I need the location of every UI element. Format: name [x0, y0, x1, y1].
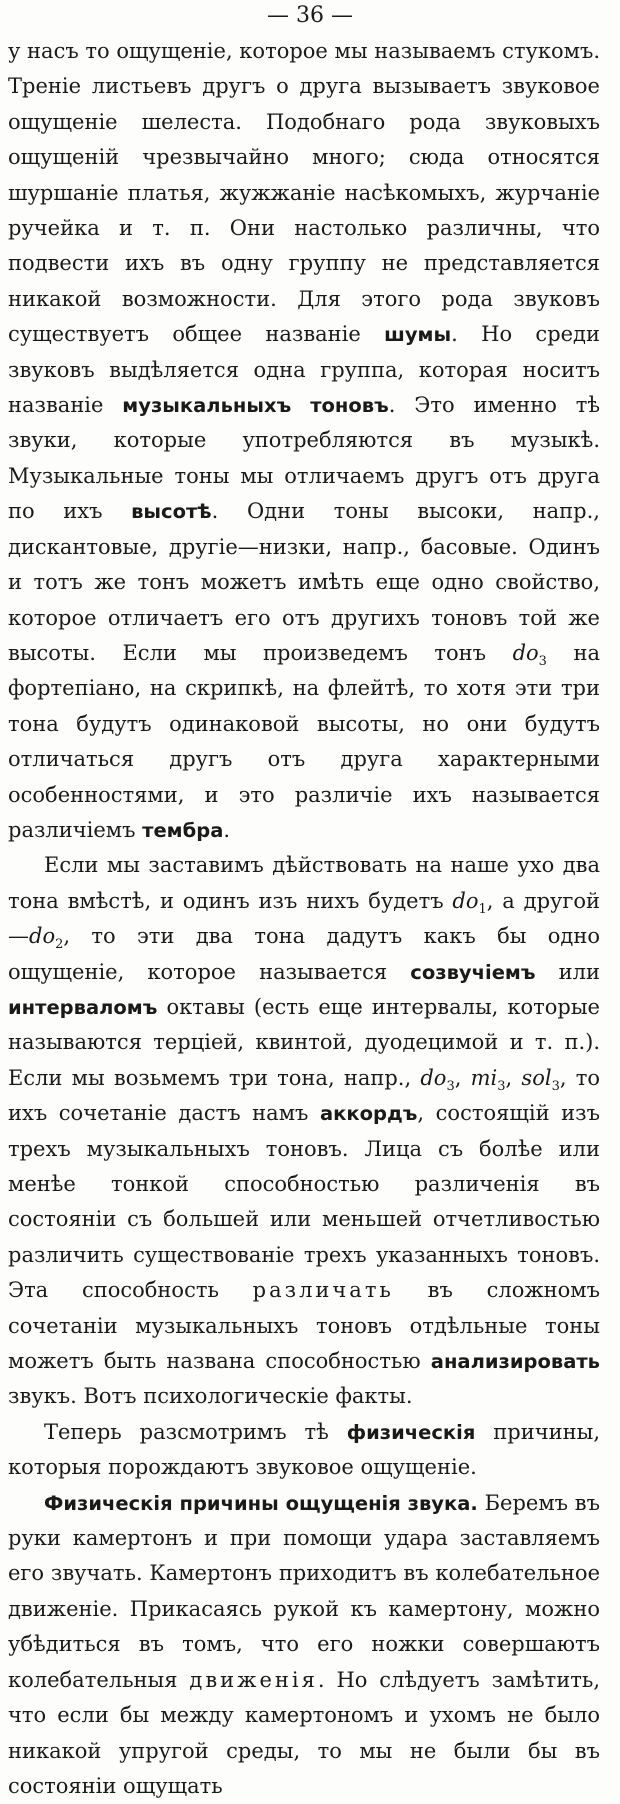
bold-term-musical-tones: музыкальныхъ тоновъ — [122, 394, 389, 418]
text-run: Беремъ въ руки камертонъ и при помощи удара заставляемъ его звучать. Камертонъ приходитъ въ колебательное движеніе. Прикасаясь рукой къ камертону, можно убѣдиться въ томъ, что его ножки совершаютъ колебательныя — [8, 1490, 600, 1692]
bold-term-interval: интерваломъ — [8, 995, 158, 1019]
text-run: . Но среди звуковъ выдѣляется одна группа, которая носитъ названіе — [8, 322, 600, 418]
text-run: . — [223, 817, 231, 842]
note-subscript: 3 — [551, 1078, 560, 1094]
bold-term-timbre: тембра — [142, 818, 224, 842]
text-run: Если мы заставимъ дѣйствовать на наше ухо два тона вмѣстѣ, и одинъ изъ нихъ будетъ — [8, 853, 600, 913]
note-subscript: 3 — [446, 1078, 455, 1094]
paragraph-tuning-fork — [0, 1486, 620, 1804]
text-run: , а другой— — [8, 888, 601, 949]
text-run: Теперь разсмотримъ тѣ — [44, 1419, 347, 1444]
bold-term-noise: шумы — [384, 323, 452, 347]
text-run: въ сложномъ сочетаніи музыкальныхъ тоновъ отдѣльные тоны можетъ быть названа способностью — [8, 1278, 600, 1374]
note-name: mi — [470, 1065, 498, 1090]
text-run: , то эти два тона дадутъ какъ бы одно ощущеніе, которое называется — [8, 924, 600, 984]
note-subscript: 3 — [538, 654, 547, 670]
paragraph-intervals — [0, 848, 620, 1415]
text-run: . Но слѣдуетъ замѣтить, что если бы между камертономъ и ухомъ не было никакой упругой среды, то мы не были бы въ состояніи ощущать — [8, 1667, 600, 1798]
text-run: у насъ то ощущеніе, которое мы называемъ стукомъ. Треніе листьевъ другъ о друга вызываетъ звуковое ощущеніе шелеста. Подобнаго рода звуковыхъ ощущеній чрезвычайно много; сюда относятся шуршаніе платья, жужжаніе насѣкомыхъ, журчаніе ручейка и т. п. Они настолько различны, что подвести ихъ въ одну группу не представляется никакой возможности. Для этого рода звуковъ существуетъ общее названіе — [8, 39, 600, 347]
note-name: do — [452, 888, 479, 913]
bold-term-analyze: анализировать — [430, 1350, 600, 1374]
text-run: на фортепіано, на скрипкѣ, на флейтѣ, то хотя эти три тона будутъ одинаковой высоты, но они будутъ отличаться другъ отъ друга характерными особенностями, и это различіе ихъ называется различіемъ — [8, 640, 600, 842]
text-run: или — [535, 959, 600, 984]
note-name: do — [512, 640, 539, 665]
text-run: звукъ. Вотъ психологическіе факты. — [8, 1384, 413, 1409]
bold-term-physical: физическія — [346, 1420, 476, 1444]
paragraph-noise-and-tones — [0, 34, 620, 848]
section-heading-physical-causes: Физическія причины ощущенія звука. — [44, 1491, 478, 1515]
text-run: октавы (есть еще интервалы, которые называются терціей, квинтой, дуодецимой и т. п.). Если мы возьмемъ три тона, напр., — [8, 994, 600, 1090]
text-run: причины, которыя порождаютъ звуковое ощущеніе. — [8, 1419, 600, 1480]
page-number: — 36 — — [267, 3, 353, 28]
note-subscript: 2 — [55, 937, 64, 953]
note-name: do — [29, 924, 56, 949]
note-subscript: 3 — [497, 1078, 506, 1094]
bold-term-chord: аккордъ — [320, 1102, 418, 1126]
spaced-term-distinguish: различать — [252, 1278, 394, 1303]
text-run: , — [454, 1065, 471, 1090]
paragraph-physical-causes-intro — [0, 1415, 620, 1486]
note-subscript: 1 — [478, 901, 487, 917]
text-run: , то ихъ сочетаніе дастъ намъ — [8, 1065, 600, 1126]
bold-term-consonance: созвучіемъ — [410, 960, 536, 984]
text-run: , — [505, 1065, 522, 1090]
note-name: do — [420, 1065, 447, 1090]
text-run: . Одни тоны высоки, напр., дискантовые, другіе—низки, напр., басовые. Одинъ и тотъ же тонъ можетъ имѣть еще одно свойство, которое отличаетъ его отъ другихъ тоновъ той же высоты. Если мы произведемъ тонъ — [8, 499, 600, 665]
spaced-term-movements: движенія — [189, 1667, 318, 1692]
bold-term-pitch: высотѣ — [131, 500, 212, 524]
note-name: sol — [521, 1065, 552, 1090]
text-run: . Это именно тѣ звуки, которые употребляются въ музыкѣ. Музыкальные тоны мы отличаемъ другъ отъ друга по ихъ — [8, 393, 600, 524]
text-run: , состоящій изъ трехъ музыкальныхъ тоновъ. Лица съ болѣе или менѣе тонкой способностью различенія въ состояніи съ большей или меньшей отчетливостью различить существованіе трехъ указанныхъ тоновъ. Эта способность — [8, 1101, 600, 1303]
